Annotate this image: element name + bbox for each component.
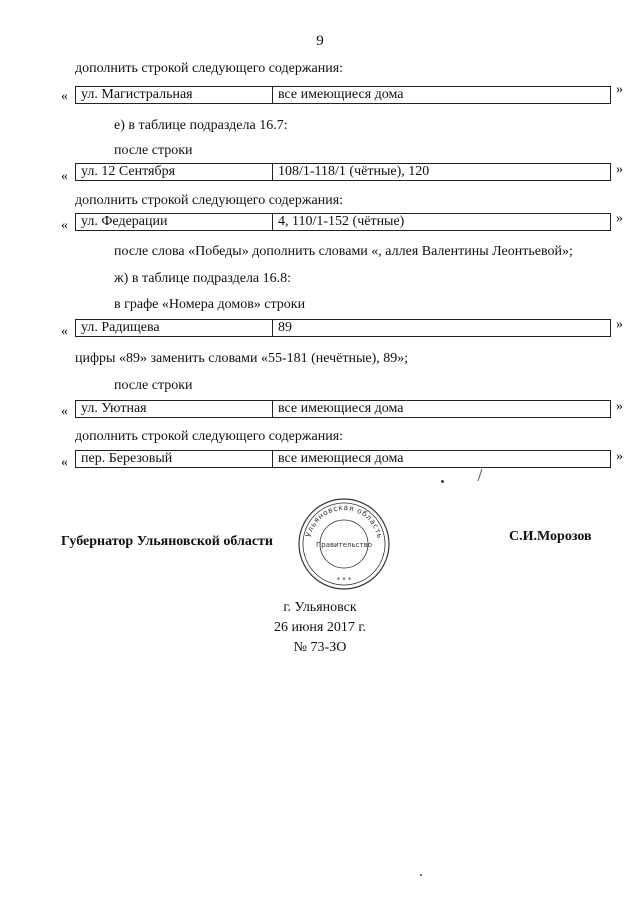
row2-close-quote: » bbox=[616, 162, 623, 177]
paragraph-add-row-2: дополнить строкой следующего содержания: bbox=[75, 193, 344, 208]
paragraph-house-numbers-column: в графе «Номера домов» строки bbox=[114, 297, 306, 312]
paragraph-after-row-1: после строки bbox=[114, 143, 193, 158]
paragraph-subsection-16-7: е) в таблице подраздела 16.7: bbox=[114, 118, 288, 133]
paragraph-replace-89: цифры «89» заменить словами «55-181 (нечётные), 89»; bbox=[75, 351, 409, 366]
row4-close-quote: » bbox=[616, 317, 623, 332]
svg-text:* * *: * * * bbox=[336, 576, 352, 584]
table-row-12-sentyabrya bbox=[75, 163, 611, 181]
houses-cell: 108/1-118/1 (чётные), 120 bbox=[278, 164, 430, 179]
official-seal-stamp bbox=[296, 496, 392, 592]
row2-open-quote: « bbox=[61, 169, 68, 184]
paragraph-pobedy: после слова «Победы» дополнить словами «, аллея Валентины Леонтьевой»; bbox=[114, 244, 573, 259]
table-row-federatsii bbox=[75, 213, 611, 231]
houses-cell: все имеющиеся дома bbox=[278, 451, 404, 466]
table-row-berezovyy bbox=[75, 450, 611, 468]
svg-text:Ульяновская область: Ульяновская область bbox=[303, 502, 385, 540]
table-row-magistralnaya bbox=[75, 86, 611, 104]
row5-open-quote: « bbox=[61, 404, 68, 419]
signature-name: С.И.Морозов bbox=[509, 529, 592, 544]
street-cell: ул. Радищева bbox=[76, 320, 273, 336]
paragraph-after-row-2: после строки bbox=[114, 378, 193, 393]
row6-close-quote: » bbox=[616, 449, 623, 464]
footer-city: г. Ульяновск bbox=[283, 600, 357, 615]
paragraph-add-row-3: дополнить строкой следующего содержания: bbox=[75, 429, 344, 444]
houses-cell: 4, 110/1-152 (чётные) bbox=[278, 214, 405, 229]
street-cell: пер. Березовый bbox=[76, 451, 273, 467]
street-cell: ул. 12 Сентября bbox=[76, 164, 273, 180]
scan-mark bbox=[420, 874, 422, 876]
table-row-radishcheva bbox=[75, 319, 611, 337]
scan-mark bbox=[441, 480, 444, 483]
row1-close-quote: » bbox=[616, 82, 623, 97]
street-cell: ул. Федерации bbox=[76, 214, 273, 230]
row1-open-quote: « bbox=[61, 89, 68, 104]
row4-open-quote: « bbox=[61, 324, 68, 339]
row3-open-quote: « bbox=[61, 218, 68, 233]
row5-close-quote: » bbox=[616, 399, 623, 414]
houses-cell: 89 bbox=[278, 320, 292, 335]
page-number: 9 bbox=[316, 33, 324, 49]
houses-cell: все имеющиеся дома bbox=[278, 87, 404, 102]
paragraph-subsection-16-8: ж) в таблице подраздела 16.8: bbox=[114, 271, 292, 286]
table-row-uyutnaya bbox=[75, 400, 611, 418]
houses-cell: все имеющиеся дома bbox=[278, 401, 404, 416]
footer-law-number: № 73-ЗО bbox=[293, 640, 347, 655]
scan-stroke bbox=[476, 468, 484, 482]
svg-text:Правительство: Правительство bbox=[316, 541, 372, 549]
footer-date: 26 июня 2017 г. bbox=[273, 620, 367, 635]
row3-close-quote: » bbox=[616, 211, 623, 226]
signature-position: Губернатор Ульяновской области bbox=[61, 534, 273, 549]
street-cell: ул. Магистральная bbox=[76, 87, 273, 103]
paragraph-add-row-1: дополнить строкой следующего содержания: bbox=[75, 61, 344, 76]
row6-open-quote: « bbox=[61, 455, 68, 470]
street-cell: ул. Уютная bbox=[76, 401, 273, 417]
